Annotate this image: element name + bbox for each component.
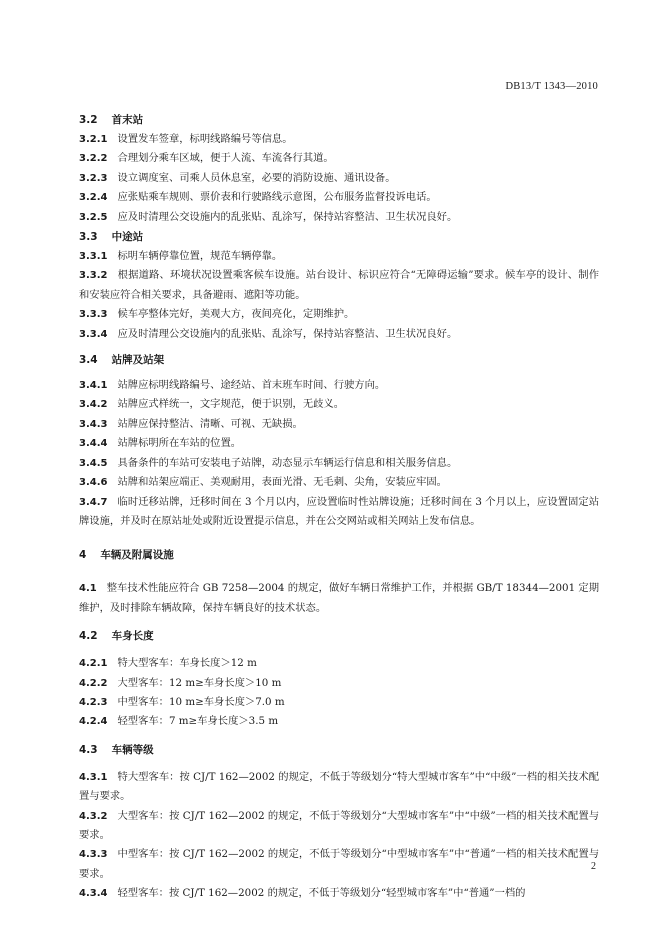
clause (79, 130, 599, 149)
clause (79, 415, 599, 434)
page-number: 2 (591, 861, 596, 872)
clause-text: 整车技术性能应符合 GB 7258—2004 的规定，做好车辆日常维护工作，并根据 GB/T 18344—2001 定期维护，及时排除车辆故障，保持车辆良好的技术状态。 (79, 582, 599, 614)
clause-number: 3.4.7 (79, 496, 108, 508)
clause (79, 807, 599, 846)
clause (79, 247, 599, 266)
document-code-header: DB13/T 1343—2010 (505, 81, 598, 92)
clause-number: 4.1 (79, 583, 97, 595)
clause-text: 站牌标明所在车站的位置。 (117, 437, 242, 450)
clause (79, 579, 599, 618)
clause-number: 4.3.2 (79, 810, 108, 822)
clause-text: 应张贴乘车规则、票价表和行驶路线示意图，公布服务监督投诉电话。 (117, 191, 437, 204)
clause-text: 应及时清理公交设施内的乱张贴、乱涂写，保持站容整洁、卫生状况良好。 (117, 327, 458, 340)
clause-text: 轻型客车：7 m≥车身长度＞3.5 m (117, 715, 279, 728)
section-title: 车辆等级 (111, 743, 154, 756)
clause-number: 3.4.1 (79, 380, 108, 392)
clause (79, 434, 599, 453)
clause-text: 候车亭整体完好，美观大方，夜间亮化，定期维护。 (117, 308, 355, 321)
section-title: 站牌及站架 (111, 354, 165, 367)
clause-number: 3.2.3 (79, 172, 108, 184)
clause-number: 4.2.1 (79, 658, 108, 670)
clause-text: 站牌和站架应端正、美观耐用，表面光滑、无毛刺、尖角，安装应牢固。 (117, 476, 447, 489)
clause (79, 305, 599, 324)
clause-text: 合理划分乘车区域，便于人流、车流各行其道。 (117, 152, 334, 165)
clause-number: 3.3.3 (79, 309, 108, 321)
clause-number: 4.2.4 (79, 716, 108, 728)
section-number: 4.2 (79, 630, 98, 643)
clause-text: 根据道路、环境状况设置乘客候车设施。站台设计、标识应符合“无障碍运输”要求。候车亭的设计、制作和安装应符合相关要求，具备避雨、遮阳等功能。 (79, 269, 599, 301)
clause-text: 特大型客车：按 CJ/T 162—2002 的规定，不低于等级划分“特大型城市客车”中“中级”一档的相关技术配置与要求。 (79, 770, 599, 803)
clause-number: 3.2.1 (79, 134, 108, 145)
section-heading (79, 740, 599, 760)
clause-number: 3.3.4 (79, 328, 108, 340)
clause-number: 4.3.1 (79, 771, 108, 783)
clause-number: 3.2.2 (79, 153, 108, 165)
clause (79, 188, 599, 207)
clause-number: 4.2.2 (79, 677, 108, 689)
clause-text: 轻型客车：按 CJ/T 162—2002 的规定，不低于等级划分“轻型城市客车”中“普通”一档的 (117, 887, 526, 900)
clause-text: 中型客车：按 CJ/T 162—2002 的规定，不低于等级划分“中型城市客车”中“普通”一档的相关技术配置与要求。 (79, 848, 599, 880)
clause-number: 3.3.1 (79, 251, 108, 263)
clause-text: 临时迁移站牌，迁移时间在 3 个月以内，应设置临时性站牌设施；迁移时间在 3 个月以上，应设置固定站牌设施，并及时在原站址处或附近设置提示信息，并在公交网站或相关网站上发布信息。 (79, 495, 599, 527)
section-number: 3.2 (79, 114, 98, 126)
clause-number: 3.4.6 (79, 477, 108, 489)
section-heading (79, 626, 599, 646)
clause-text: 特大型客车：车身长度＞12 m (117, 657, 257, 670)
clause-number: 4.3.3 (79, 849, 108, 861)
clause-number: 3.4.4 (79, 438, 108, 450)
clause-number: 3.4.5 (79, 457, 108, 469)
clause-number: 4.3.4 (79, 888, 108, 900)
clause-text: 站牌应保持整洁、清晰、可视、无缺损。 (117, 417, 303, 430)
clause (79, 169, 599, 188)
clause (79, 768, 599, 807)
clause (79, 454, 599, 473)
clause (79, 845, 599, 884)
section-number: 3.3 (79, 231, 98, 244)
section-number: 4 (79, 549, 87, 562)
document-body (79, 110, 599, 904)
clause-text: 设立调度室、司乘人员休息室，必要的消防设施、通讯设备。 (117, 171, 396, 184)
clause-text: 标明车辆停靠位置，规范车辆停靠。 (117, 250, 283, 263)
clause (79, 693, 599, 712)
section-title: 首末站 (111, 114, 144, 126)
clause (79, 266, 599, 305)
clause (79, 208, 599, 227)
clause-text: 中型客车：10 m≥车身长度＞7.0 m (117, 695, 285, 708)
section-heading (79, 110, 599, 130)
clause (79, 149, 599, 168)
clause (79, 712, 599, 731)
section-number: 3.4 (79, 354, 98, 367)
clause (79, 493, 599, 532)
section-title: 车辆及附属设施 (100, 549, 174, 562)
section-number: 4.3 (79, 743, 98, 756)
section-heading (79, 545, 599, 565)
clause (79, 884, 599, 903)
clause-text: 站牌应标明线路编号、途经站、首末班车时间、行驶方向。 (117, 379, 386, 392)
clause-text: 具备条件的车站可安装电子站牌，动态显示车辆运行信息和相关服务信息。 (117, 456, 458, 469)
clause-text: 站牌应式样统一，文字规范，便于识别，无歧义。 (117, 398, 345, 411)
section-title: 车身长度 (111, 630, 154, 643)
section-heading (79, 227, 599, 247)
section-heading (79, 350, 599, 370)
clause-number: 3.2.4 (79, 192, 108, 204)
section-title: 中途站 (111, 231, 144, 244)
clause (79, 376, 599, 395)
clause (79, 395, 599, 414)
clause-text: 设置发车签章，标明线路编号等信息。 (117, 133, 293, 145)
clause (79, 473, 599, 492)
clause-number: 3.3.2 (79, 270, 108, 282)
clause-text: 应及时清理公交设施内的乱张贴、乱涂写，保持站容整洁、卫生状况良好。 (117, 210, 458, 223)
clause-number: 3.4.3 (79, 418, 108, 430)
clause (79, 674, 599, 693)
clause-text: 大型客车：12 m≥车身长度＞10 m (117, 676, 282, 689)
clause-number: 3.4.2 (79, 399, 108, 411)
clause-number: 4.2.3 (79, 696, 108, 708)
clause-number: 3.2.5 (79, 211, 108, 223)
clause (79, 654, 599, 673)
clause (79, 325, 599, 344)
clause-text: 大型客车：按 CJ/T 162—2002 的规定，不低于等级划分“大型城市客车”中“中级”一档的相关技术配置与要求。 (79, 809, 599, 841)
